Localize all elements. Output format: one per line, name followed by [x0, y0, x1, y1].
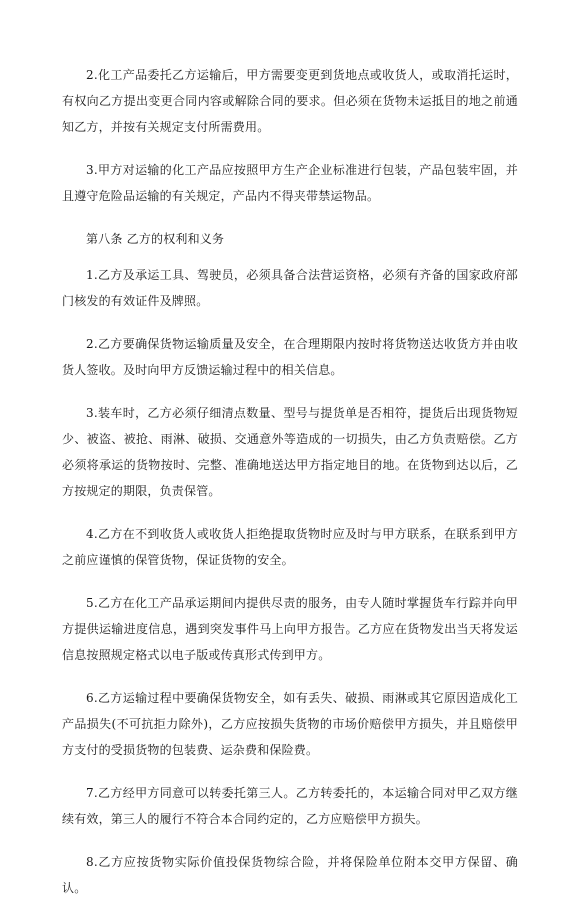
paragraph-party-b-6: 6.乙方运输过程中要确保货物安全，如有丢失、破损、雨淋或其它原因造成化工产品损失(不可抗拒力除外)，乙方应按损失货物的市场价赔偿甲方损失，并且赔偿甲方支付的受损货物的包装费、运杂费和保险费。: [62, 691, 518, 757]
section-heading: 第八条 乙方的权利和义务: [86, 232, 225, 246]
paragraph-party-b-3: 3.装车时，乙方必须仔细清点数量、型号与提货单是否相符，提货后出现货物短少、被盗、被抢、雨淋、破损、交通意外等造成的一切损失，由乙方负责赔偿。乙方必须将承运的货物按时、完整、准确地送达甲方指定地目的地。在货物到达以后，乙方按规定的期限，负责保管。: [62, 406, 518, 498]
paragraph-party-b-7: 7.乙方经甲方同意可以转委托第三人。乙方转委托的，本运输合同对甲乙双方继续有效，第三人的履行不符合本合同约定的，乙方应赔偿甲方损失。: [62, 786, 518, 826]
paragraph-party-b-2: 2.乙方要确保货物运输质量及安全，在合理期限内按时将货物送达收货方并由收货人签收。及时向甲方反馈运输过程中的相关信息。: [62, 337, 518, 377]
paragraph-party-b-1: 1.乙方及承运工具、驾驶员，必须具备合法营运资格，必须有齐备的国家政府部门核发的有效证件及牌照。: [62, 268, 518, 308]
paragraph-clause-2: 2.化工产品委托乙方运输后，甲方需要变更到货地点或收货人，或取消托运时，有权向乙方提出变更合同内容或解除合同的要求。但必须在货物未运抵目的地之前通知乙方，并按有关规定支付所需费用。: [62, 68, 518, 134]
paragraph-party-b-5: 5.乙方在化工产品承运期间内提供尽责的服务，由专人随时掌握货车行踪并向甲方提供运输进度信息，遇到突发事件马上向甲方报告。乙方应在货物发出当天将发运信息按照规定格式以电子版或传真形式传到甲方。: [62, 596, 518, 662]
paragraph-party-b-4: 4.乙方在不到收货人或收货人拒绝提取货物时应及时与甲方联系，在联系到甲方之前应谨慎的保管货物，保证货物的安全。: [62, 527, 518, 567]
paragraph-clause-3: 3.甲方对运输的化工产品应按照甲方生产企业标准进行包装，产品包装牢固，并且遵守危险品运输的有关规定，产品内不得夹带禁运物品。: [62, 163, 518, 203]
paragraph-party-b-8: 8.乙方应按货物实际价值投保货物综合险，并将保险单位附本交甲方保留、确认。: [62, 855, 518, 895]
